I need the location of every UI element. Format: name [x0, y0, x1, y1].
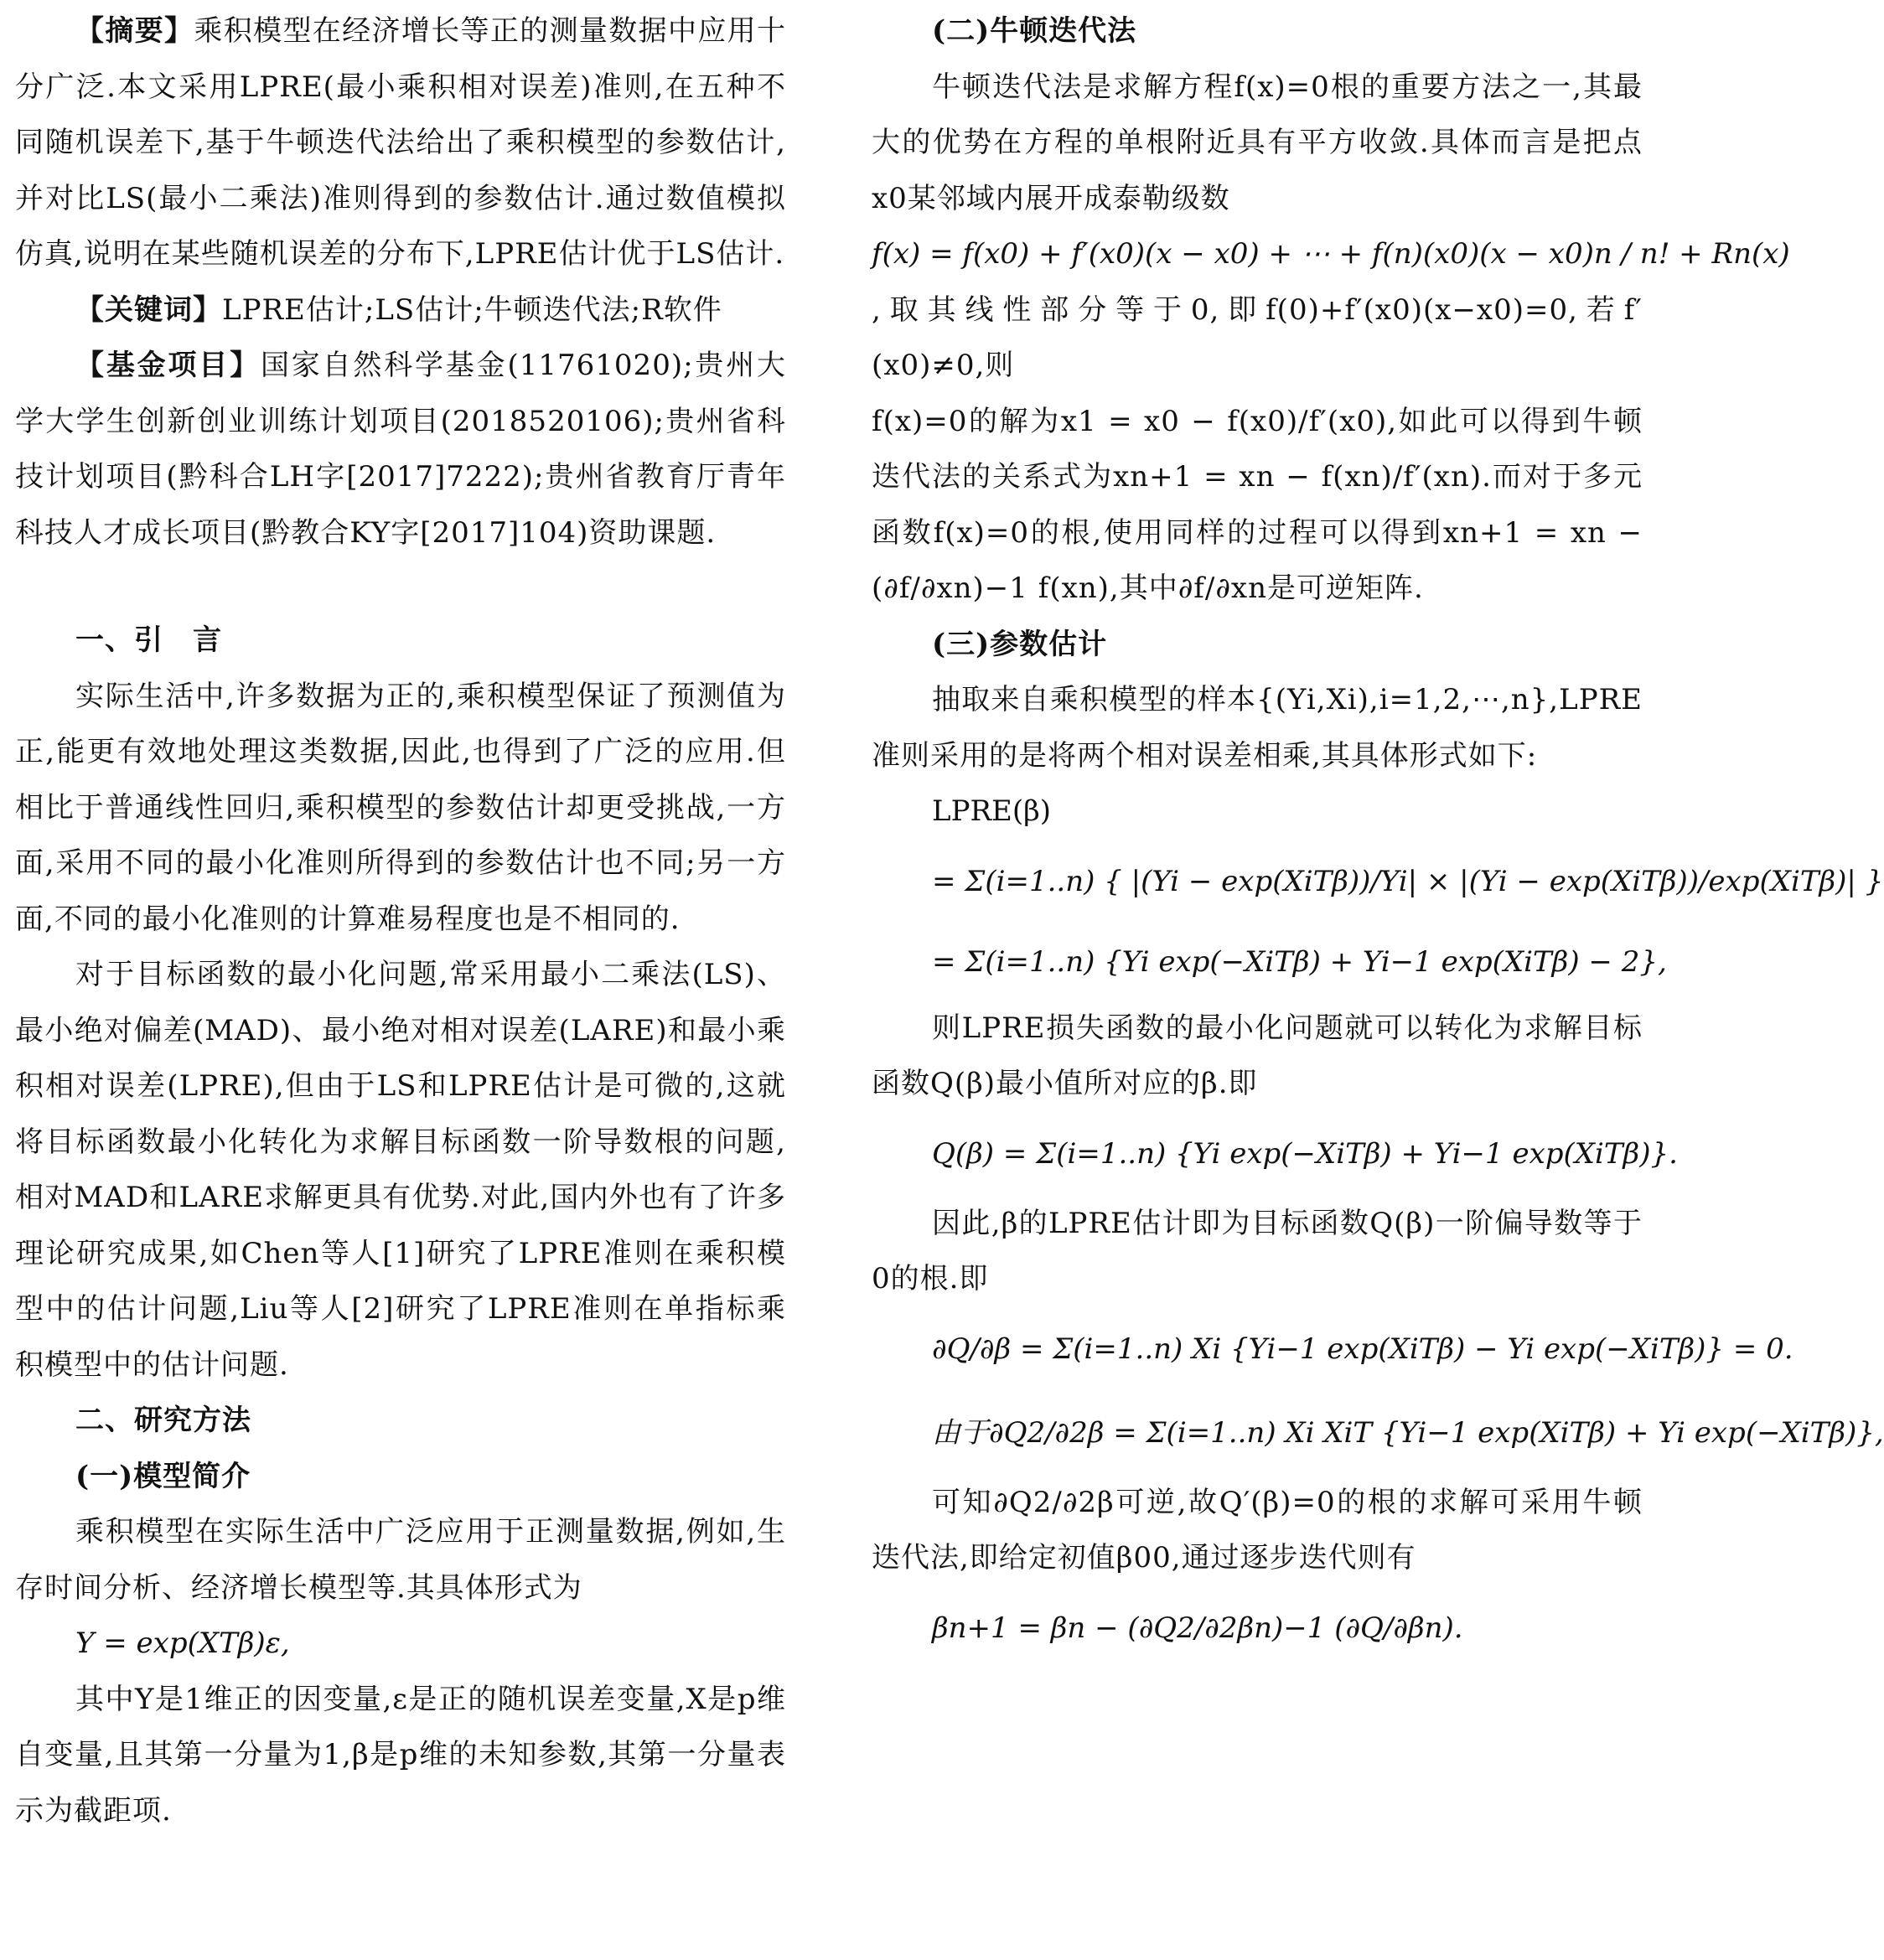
subsection-2-title: (二)牛顿迭代法	[932, 14, 1137, 48]
abstract-label: 【摘要】	[75, 14, 194, 48]
section-2-title: 二、研究方法	[75, 1404, 251, 1437]
subsection-2-text-2: f(x)=0的解为x1 = x0 − f(x0)/f′(x0),如此可以得到牛顿迭代法的关系式为xn+1 = xn − f(xn)/f′(xn).而对于多元函数f(x)=0的根,使用同样的过程可以得到xn+1 = xn − (∂f/∂xn)−1 f(xn),其中∂f/∂xn是可逆矩阵.	[872, 404, 1643, 605]
funding-label: 【基金项目】	[75, 349, 261, 382]
first-derivative-equation: ∂Q/∂β = Σ(i=1..n) Xi {Yi−1 exp(XiTβ) − Yi exp(−XiTβ)} = 0.	[932, 1332, 1793, 1366]
section-1-title: 一、引 言	[75, 623, 222, 657]
section-1-paragraph-2: 对于目标函数的最小化问题,常采用最小二乘法(LS)、最小绝对偏差(MAD)、最小绝对相对误差(LARE)和最小乘积相对误差(LPRE),但由于LS和LPRE估计是可微的,这就将目标函数最小化转化为求解目标函数一阶导数根的问题,相对MAD和LARE求解更具有优势.对此,国内外也有了许多理论研究成果,如Chen等人[1]研究了LPRE准则在乘积模型中的估计问题,Liu等人[2]研究了LPRE准则在单指标乘积模型中的估计问题.	[15, 958, 786, 1382]
keywords-text: LPRE估计;LS估计;牛顿迭代法;R软件	[222, 292, 722, 327]
lpre-equation-line-1: = Σ(i=1..n) { |(Yi − exp(XiTβ))/Yi| × |(Yi − exp(XiTβ))/exp(XiTβ)| }	[932, 864, 1884, 898]
newton-iteration-equation: βn+1 = βn − (∂Q2/∂2βn)−1 (∂Q/∂βn).	[932, 1611, 1463, 1645]
abstract-text: 乘积模型在经济增长等正的测量数据中应用十分广泛.本文采用LPRE(最小乘积相对误差)准则,在五种不同随机误差下,基于牛顿迭代法给出了乘积模型的参数估计,并对比LS(最小二乘法)准则得到的参数估计.通过数值模拟仿真,说明在某些随机误差的分布下,LPRE估计优于LS估计.	[15, 14, 787, 271]
subsection-2-paragraph-1: 牛顿迭代法是求解方程f(x)=0根的重要方法之一,其最大的优势在方程的单根附近具有平方收敛.具体而言是把点x0某邻域内展开成泰勒级数	[872, 70, 1643, 215]
taylor-series-equation: f(x) = f(x0) + f′(x0)(x − x0) + ⋯ + f(n)(x0)(x − x0)n / n! + Rn(x)	[872, 237, 1790, 271]
lpre-equation-label: LPRE(β)	[932, 794, 1052, 828]
right-column	[872, 3, 1884, 1670]
subsection-3-paragraph-2: 则LPRE损失函数的最小化问题就可以转化为求解目标函数Q(β)最小值所对应的β.即	[872, 1011, 1643, 1100]
second-derivative-equation: 由于∂Q2/∂2β = Σ(i=1..n) Xi XiT {Yi−1 exp(XiTβ) + Yi exp(−XiTβ)},	[932, 1415, 1884, 1450]
section-gap	[15, 561, 786, 613]
subsection-3-paragraph-3: 因此,β的LPRE估计即为目标函数Q(β)一阶偏导数等于0的根.即	[872, 1206, 1643, 1295]
funding-paragraph	[15, 338, 786, 561]
subsection-2-text-1: ,取其线性部分等于0,即f(0)+f′(x0)(x−x0)=0,若f′(x0)≠0,则	[872, 292, 1643, 382]
subsection-3-paragraph-1: 抽取来自乘积模型的样本{(Yi,Xi),i=1,2,⋯,n},LPRE准则采用的是将两个相对误差相乘,其具体形式如下:	[872, 683, 1643, 773]
subsection-3-paragraph-4: 可知∂Q2/∂2β可逆,故Q′(β)=0的根的求解可采用牛顿迭代法,即给定初值β00,通过逐步迭代则有	[872, 1485, 1643, 1575]
keywords-paragraph	[15, 282, 786, 339]
keywords-label: 【关键词】	[75, 292, 222, 327]
left-column	[15, 3, 786, 1838]
subsection-1-title: (一)模型简介	[75, 1459, 251, 1493]
subsection-1-paragraph-1: 乘积模型在实际生活中广泛应用于正测量数据,例如,生存时间分析、经济增长模型等.其具体形式为	[15, 1515, 786, 1605]
funding-text: 国家自然科学基金(11761020);贵州大学大学生创新创业训练计划项目(2018520106);贵州省科技计划项目(黔科合LH字[2017]7222);贵州省教育厅青年科技人才成长项目(黔教合KY字[2017]104)资助课题.	[15, 349, 787, 550]
abstract-paragraph	[15, 3, 786, 282]
lpre-equation-line-2: = Σ(i=1..n) {Yi exp(−XiTβ) + Yi−1 exp(XiTβ) − 2},	[932, 944, 1667, 979]
section-1-paragraph-1: 实际生活中,许多数据为正的,乘积模型保证了预测值为正,能更有效地处理这类数据,因此,也得到了广泛的应用.但相比于普通线性回归,乘积模型的参数估计却更受挑战,一方面,采用不同的最小化准则所得到的参数估计也不同;另一方面,不同的最小化准则的计算难易程度也是不相同的.	[15, 679, 786, 936]
subsection-1-paragraph-2: 其中Y是1维正的因变量,ε是正的随机误差变量,X是p维自变量,且其第一分量为1,β是p维的未知参数,其第一分量表示为截距项.	[15, 1682, 786, 1828]
q-function-equation: Q(β) = Σ(i=1..n) {Yi exp(−XiTβ) + Yi−1 exp(XiTβ)}.	[932, 1136, 1678, 1171]
model-equation: Y = exp(XTβ)ε,	[75, 1626, 290, 1660]
subsection-3-title: (三)参数估计	[932, 627, 1108, 661]
